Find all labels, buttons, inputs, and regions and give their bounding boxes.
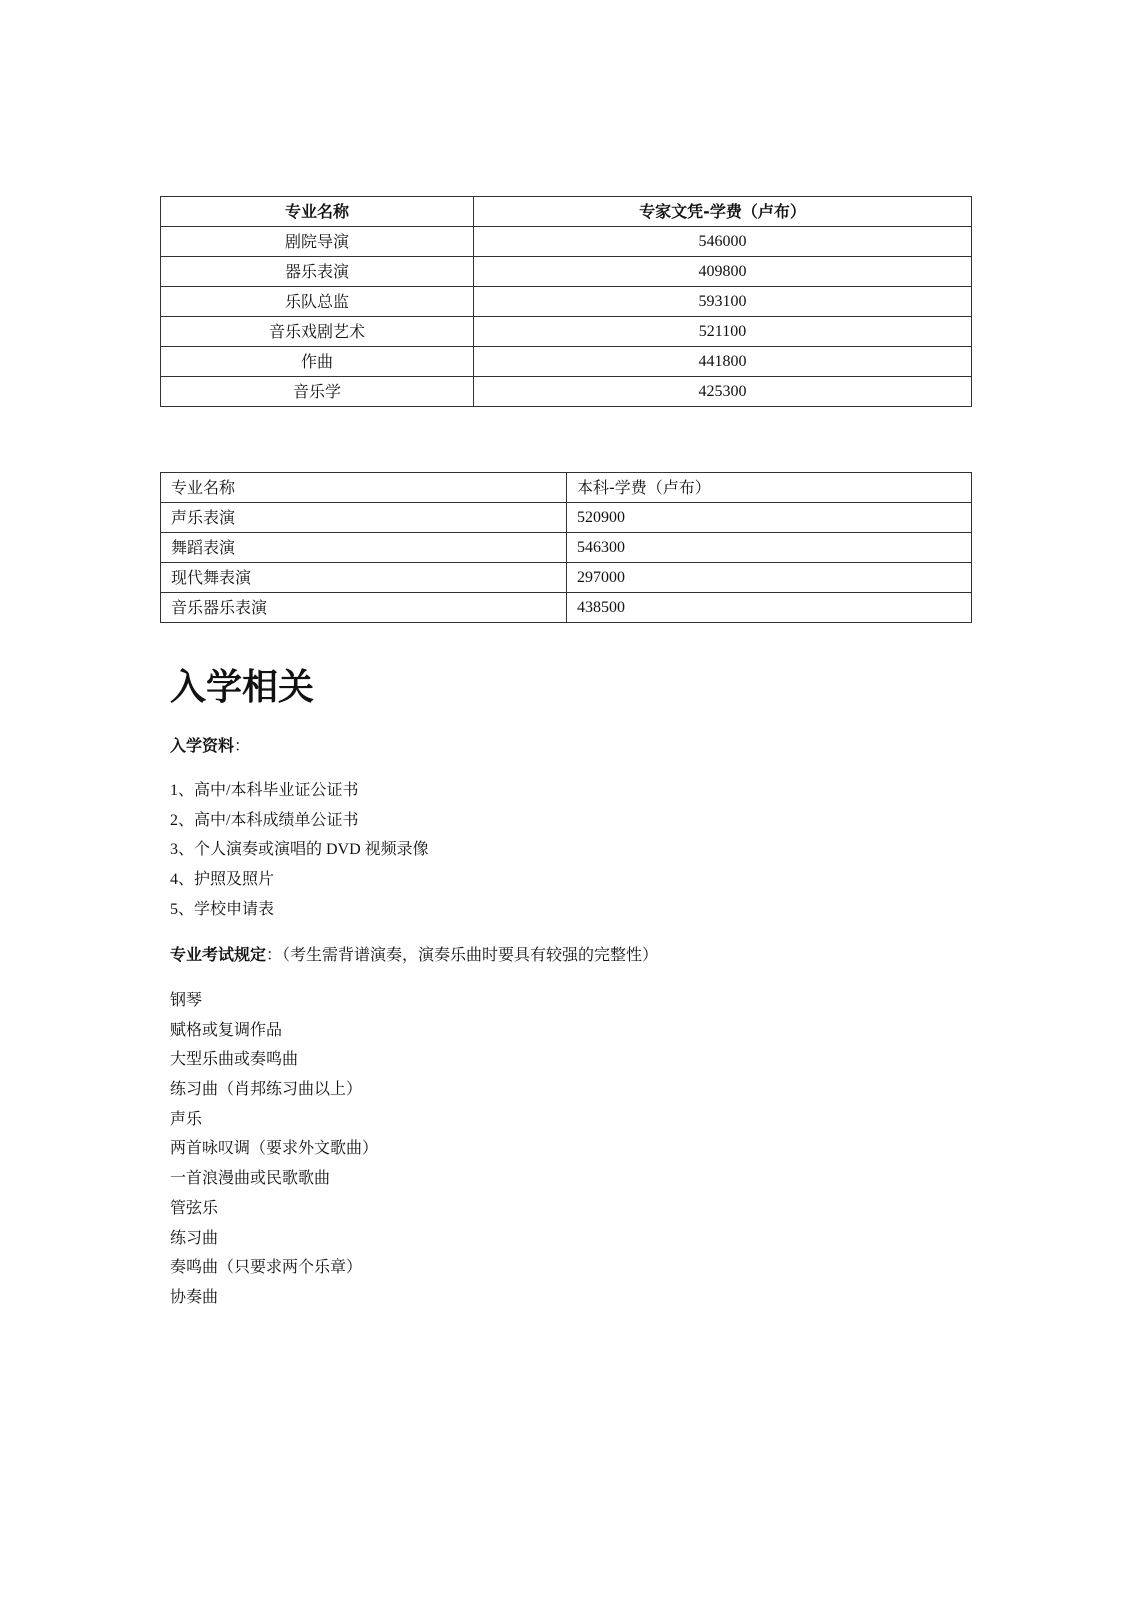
admission-docs-colon: ： bbox=[234, 736, 251, 755]
cell-tuition: 441800 bbox=[474, 347, 972, 377]
list-item: 4、护照及照片 bbox=[170, 871, 275, 889]
cell-tuition: 521100 bbox=[474, 317, 972, 347]
list-item: 练习曲（肖邦练习曲以上） bbox=[170, 1079, 363, 1099]
cell-tuition: 297000 bbox=[567, 563, 972, 593]
admission-docs-label: 入学资料 bbox=[170, 736, 235, 755]
cell-major: 作曲 bbox=[161, 347, 474, 377]
table-row bbox=[161, 317, 972, 347]
column-header-tuition: 专家文凭-学费（卢布） bbox=[474, 197, 972, 227]
list-item: 3、个人演奏或演唱的 DVD 视频录像 bbox=[170, 841, 429, 859]
list-item: 管弦乐 bbox=[170, 1197, 219, 1217]
cell-major: 音乐戏剧艺术 bbox=[161, 317, 474, 347]
list-item: 声乐 bbox=[170, 1108, 203, 1128]
exam-rules-label: 专业考试规定 bbox=[170, 945, 267, 964]
table-row bbox=[161, 593, 972, 623]
list-item: 大型乐曲或奏鸣曲 bbox=[170, 1049, 299, 1069]
table-row bbox=[161, 347, 972, 377]
exam-rules-list bbox=[170, 985, 378, 1312]
column-header-major: 专业名称 bbox=[161, 197, 474, 227]
list-item: 两首咏叹调（要求外文歌曲） bbox=[170, 1138, 379, 1158]
cell-tuition: 520900 bbox=[567, 503, 972, 533]
cell-major: 器乐表演 bbox=[161, 257, 474, 287]
cell-major: 舞蹈表演 bbox=[161, 533, 567, 563]
cell-major: 剧院导演 bbox=[161, 227, 474, 257]
column-header-major: 专业名称 bbox=[161, 473, 567, 503]
list-item: 钢琴 bbox=[170, 990, 203, 1009]
column-header-tuition: 本科-学费（卢布） bbox=[567, 473, 972, 503]
exam-rules-note: ：（考生需背谱演奏，演奏乐曲时要具有较强的完整性） bbox=[266, 945, 659, 964]
list-item: 协奏曲 bbox=[170, 1286, 219, 1306]
list-item: 练习曲 bbox=[170, 1227, 219, 1247]
bachelor-tuition-table bbox=[160, 472, 972, 623]
specialist-tuition-table bbox=[160, 196, 972, 407]
table-row bbox=[161, 503, 972, 533]
cell-major: 音乐学 bbox=[161, 377, 474, 407]
table-row bbox=[161, 257, 972, 287]
cell-major: 声乐表演 bbox=[161, 503, 567, 533]
cell-tuition: 438500 bbox=[567, 593, 972, 623]
cell-tuition: 425300 bbox=[474, 377, 972, 407]
cell-major: 乐队总监 bbox=[161, 287, 474, 317]
table-row bbox=[161, 563, 972, 593]
list-item: 2、高中/本科成绩单公证书 bbox=[170, 811, 359, 829]
table-row bbox=[161, 533, 972, 563]
cell-major: 音乐器乐表演 bbox=[161, 593, 567, 623]
section-title: 入学相关 bbox=[170, 667, 315, 708]
table-header-row bbox=[161, 473, 972, 503]
cell-tuition: 409800 bbox=[474, 257, 972, 287]
cell-tuition: 593100 bbox=[474, 287, 972, 317]
table-row bbox=[161, 377, 972, 407]
admission-docs-list bbox=[170, 776, 429, 924]
cell-tuition: 546300 bbox=[567, 533, 972, 563]
cell-major: 现代舞表演 bbox=[161, 563, 567, 593]
list-item: 1、高中/本科毕业证公证书 bbox=[170, 782, 359, 799]
exam-rules-heading bbox=[170, 944, 658, 966]
table-row bbox=[161, 227, 972, 257]
admission-docs-heading bbox=[170, 735, 250, 757]
list-item: 奏鸣曲（只要求两个乐章） bbox=[170, 1257, 363, 1277]
list-item: 赋格或复调作品 bbox=[170, 1019, 283, 1039]
list-item: 一首浪漫曲或民歌歌曲 bbox=[170, 1168, 331, 1188]
cell-tuition: 546000 bbox=[474, 227, 972, 257]
list-item: 5、学校申请表 bbox=[170, 900, 275, 918]
table-row bbox=[161, 287, 972, 317]
table-header-row bbox=[161, 197, 972, 227]
